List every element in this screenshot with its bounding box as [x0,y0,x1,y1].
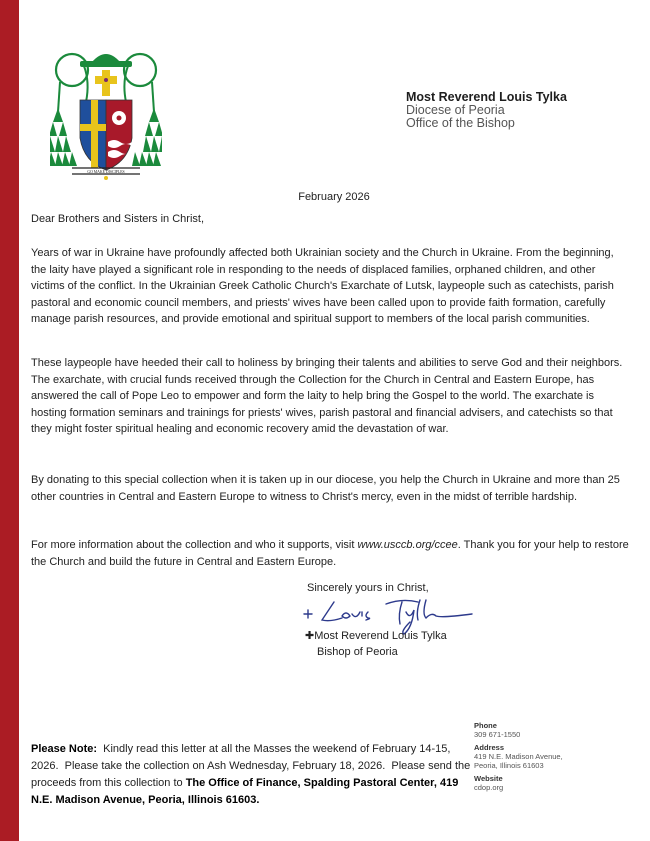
address-line-1: 419 N.E. Madison Avenue, [474,752,563,761]
paragraph-4-text: For more information about the collection and who it supports, visit [31,539,358,551]
office-name: Office of the Bishop [406,116,515,130]
note-label: Please Note: [31,743,98,755]
collection-link[interactable]: www.usccb.org/ccee [357,539,458,551]
salutation: Dear Brothers and Sisters in Christ, [31,213,205,225]
signer-name: ✚Most Reverend Louis Tylka [305,630,447,642]
closing: Sincerely yours in Christ, [307,582,429,594]
accent-bar [0,0,19,841]
phone-number: 309 671-1550 [474,730,521,739]
address-label: Address [474,743,505,752]
note-destination: The Office of Finance, Spalding Pastoral Center, 419 N.E. Madison Avenue, Peoria, Illinois 61603. [31,777,459,806]
website-label: Website [474,774,503,783]
website-link[interactable]: cdop.org [474,783,504,792]
paragraph-2: These laypeople have heeded their call to holiness by bringing their talents and abilities to serve God and their neighbors. The exarchate, with crucial funds received through the Collection for the Church in Central and Eastern Europe, has answered the call of Pope Leo to empower and form the laity to help bring the Gospel to the world. The exarchate is hosting formation seminars and trainings for priests' wives, parish pastoral and financial advisers, and catechists so that they might foster spiritual healing and economic recovery amid the devastation of war. [31,357,623,435]
signer-title: Bishop of Peoria [317,646,398,658]
bishop-name: Most Reverend Louis Tylka [406,90,567,104]
note-text: Kindly read this letter at all the Masses the weekend of February 14-15, 2026. Please take the collection on Ash Wednesday, February 18, 2026. Please send the proceeds from this collection to [31,743,474,789]
coat-of-arms-icon [50,42,162,182]
svg-text:GO MAKE DISCIPLES: GO MAKE DISCIPLES [87,170,125,174]
diocese-name: Diocese of Peoria [406,103,505,117]
please-note [31,741,474,809]
paragraph-4-text-end: . Thank you for your help to restore the Church and build the future in Central and Eastern Europe. [31,539,629,568]
paragraph-4 [31,537,631,570]
letter-date: February 2026 [298,191,370,203]
paragraph-1: Years of war in Ukraine have profoundly affected both Ukrainian society and the Church in Ukraine. From the beginning, the laity have played a significant role in responding to the needs of displaced families, orphaned children, and other victims of the conflict. In the Ukrainian Greek Catholic Church's Exarchate of Lutsk, laypeople such as catechists, parish pastoral and economic council members, and priests' wives have been called upon to provide faith formation, carefully manage parish resources, and provide emotional and spiritual support to members of the local parish communities. [31,247,614,325]
address-line-2: Peoria, Illinois 61603 [474,761,544,770]
contact-block [474,721,563,792]
phone-label: Phone [474,721,497,730]
letterhead [406,91,567,130]
paragraph-3: By donating to this special collection when it is taken up in our diocese, you help the Church in Ukraine and more than 25 other countries in Central and Eastern Europe to witness to Christ's mercy, even in the midst of terrible hardship. [31,474,620,503]
